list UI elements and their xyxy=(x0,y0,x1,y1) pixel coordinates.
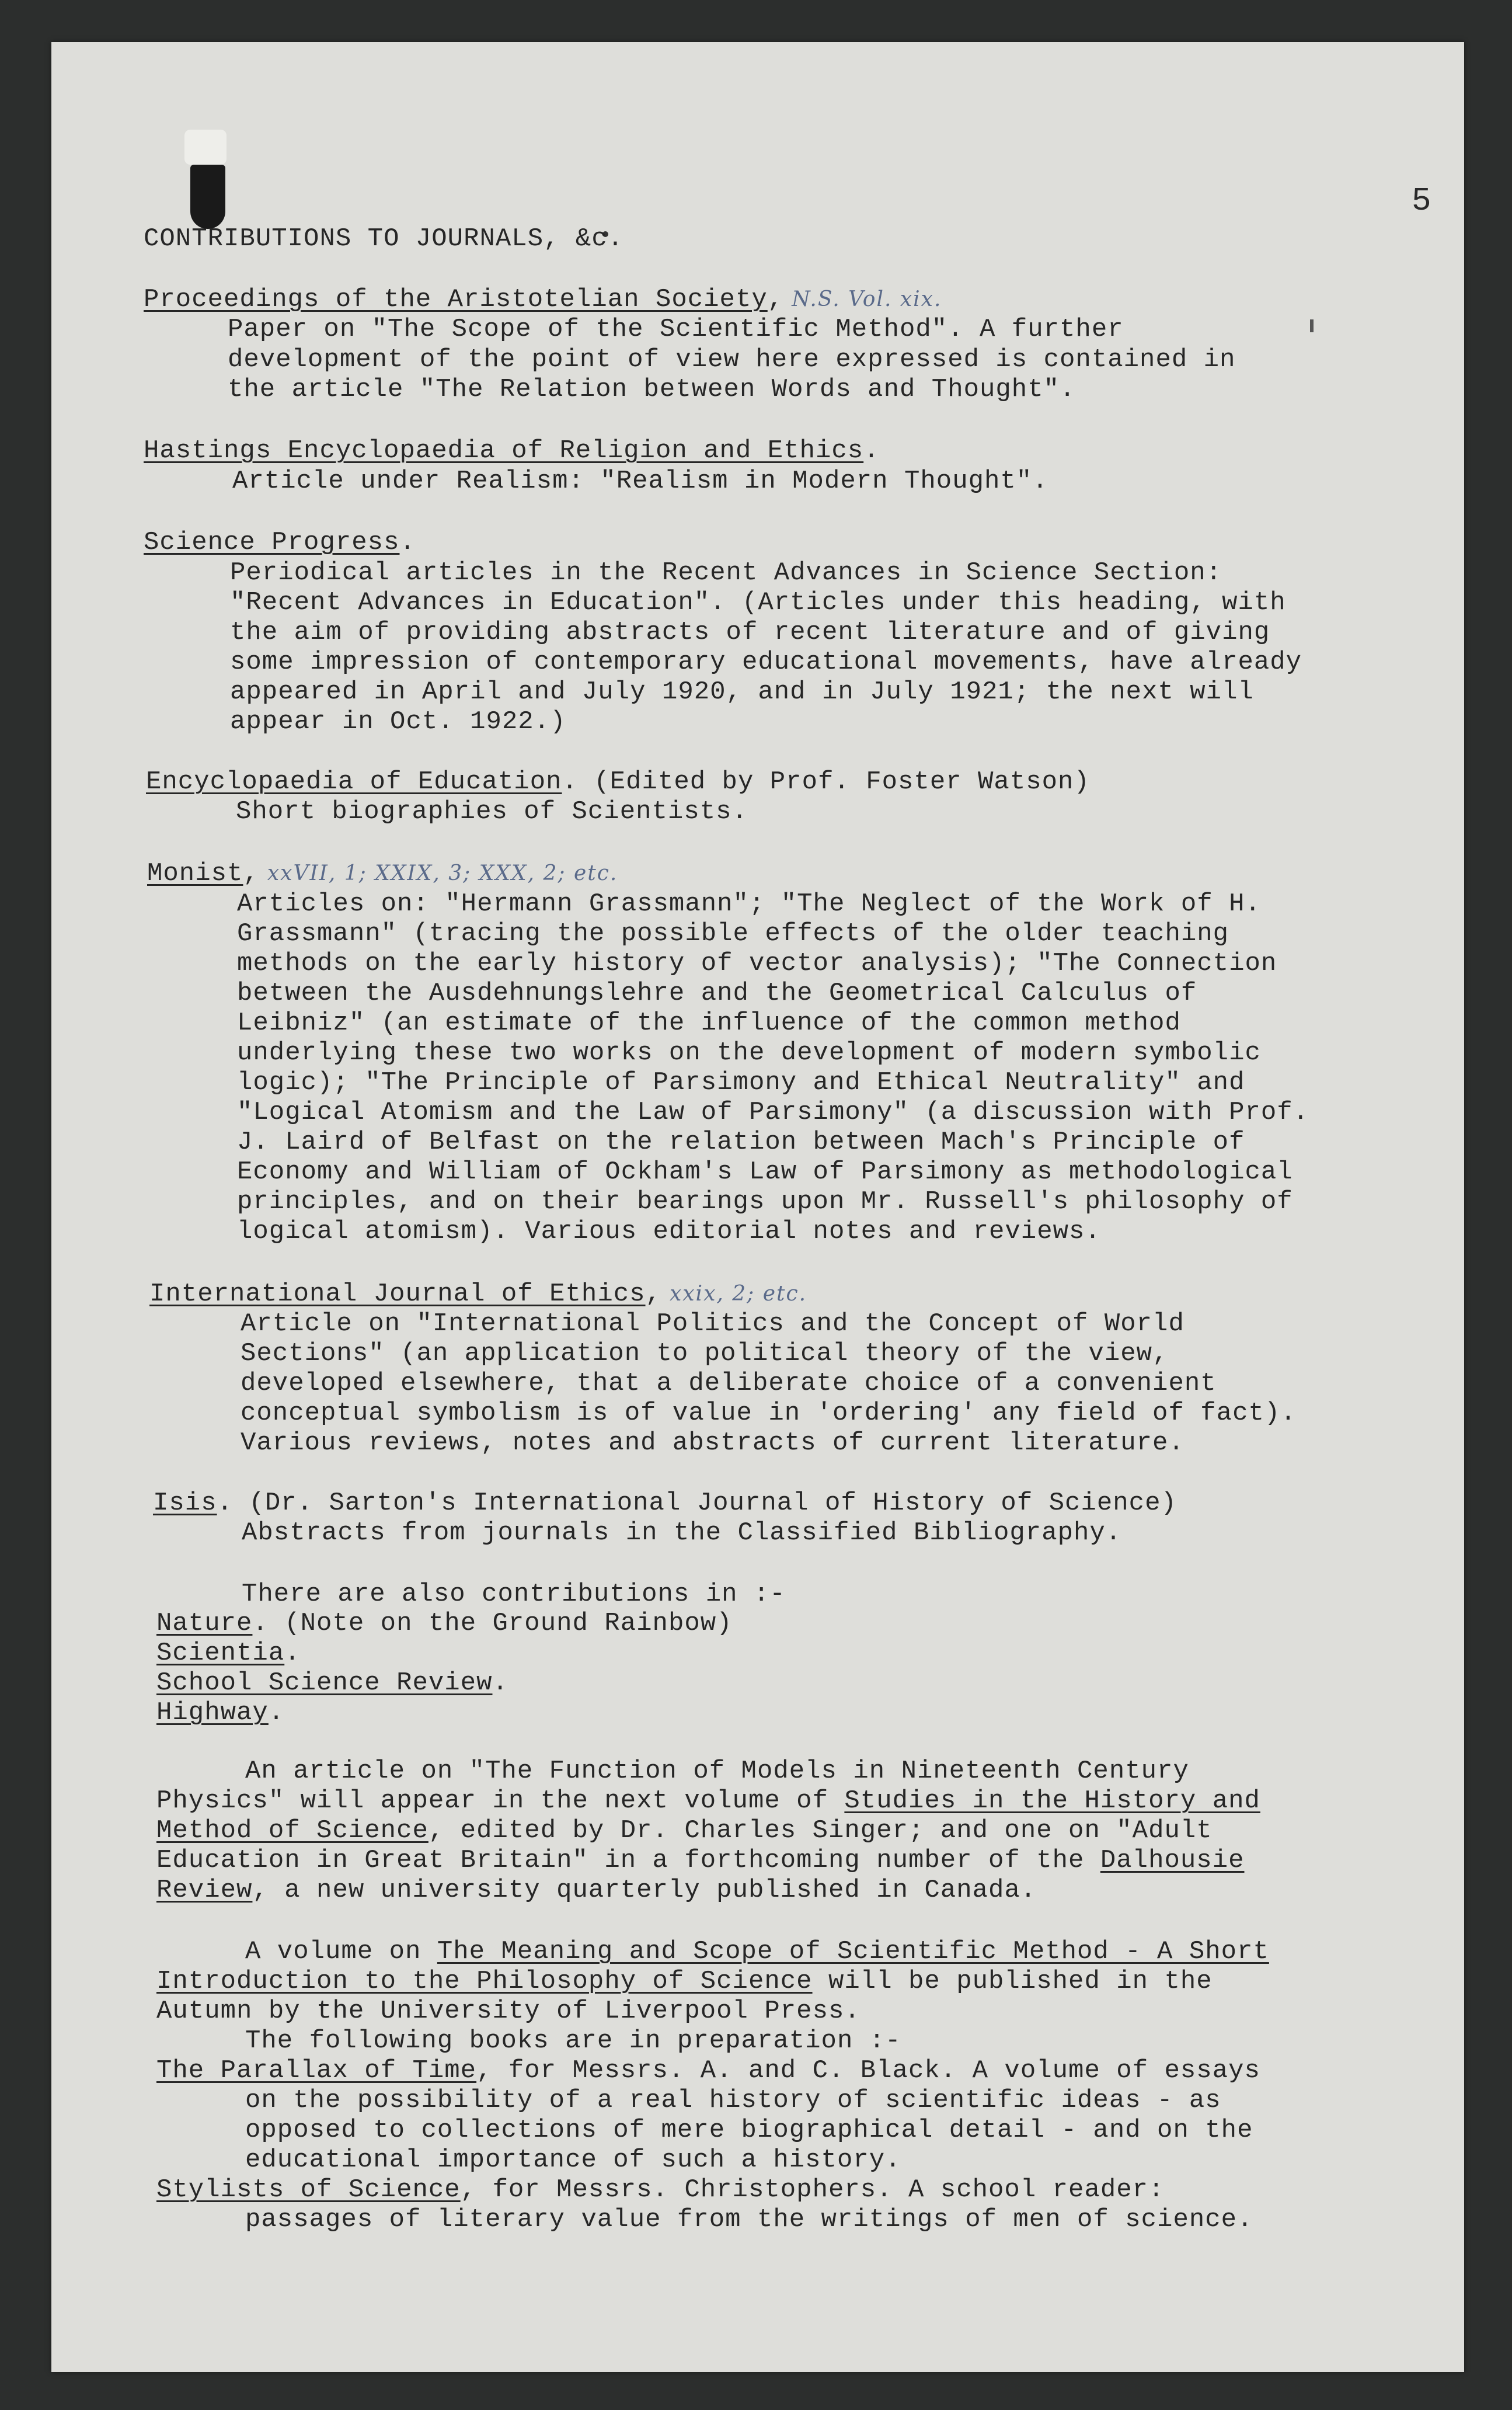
handwritten-note: xxix, 2; etc. xyxy=(669,1282,807,1306)
entry-text: developed elsewhere, that a deliberate choice of a convenient xyxy=(241,1369,1217,1398)
entry-text: logic); "The Principle of Parsimony and Ethical Neutrality" and xyxy=(237,1068,1245,1097)
entry-text: Periodical articles in the Recent Advances in Science Section: xyxy=(230,558,1222,587)
entry-text: the article "The Relation between Words and Thought". xyxy=(228,375,1076,404)
entry-title-ethics: International Journal of Ethics, xxix, 2; etc. xyxy=(149,1279,807,1309)
entry-text: the aim of providing abstracts of recent literature and of giving xyxy=(230,618,1270,647)
entry-text: J. Laird of Belfast on the relation between Mach's Principle of xyxy=(237,1128,1245,1157)
entry-title-scientia: Scientia. xyxy=(156,1639,301,1668)
entry-text: "Logical Atomism and the Law of Parsimony" (a discussion with Prof. xyxy=(237,1098,1309,1127)
entry-text: conceptual symbolism is of value in 'ordering' any field of fact). xyxy=(241,1399,1297,1428)
pencil-tick xyxy=(1310,319,1314,332)
entry-text: appeared in April and July 1920, and in July 1921; the next will xyxy=(230,677,1254,707)
entry-text: Leibniz" (an estimate of the influence of the common method xyxy=(237,1008,1181,1038)
entry-text: "Recent Advances in Education". (Articles under this heading, with xyxy=(230,588,1286,617)
paragraph-line: Autumn by the University of Liverpool Press. xyxy=(156,1997,860,2026)
paragraph-line: Education in Great Britain" in a forthcoming number of the Dalhousie xyxy=(156,1846,1245,1875)
handwritten-note: N.S. Vol. xix. xyxy=(792,287,942,311)
entry-text: opposed to collections of mere biographical detail - and on the xyxy=(245,2116,1253,2145)
entry-title-hastings: Hastings Encyclopaedia of Religion and Ethics. xyxy=(144,436,880,465)
paragraph-line: The following books are in preparation :- xyxy=(245,2026,901,2056)
entry-title-parallax: The Parallax of Time, for Messrs. A. and C. Black. A volume of essays xyxy=(156,2056,1260,2085)
entry-text: Article under Realism: "Realism in Modern Thought". xyxy=(232,467,1048,496)
entry-text: some impression of contemporary educational movements, have already xyxy=(230,648,1302,677)
paragraph-line: Review, a new university quarterly published in Canada. xyxy=(156,1876,1037,1905)
entry-text: Economy and William of Ockham's Law of Parsimony as methodological xyxy=(237,1157,1293,1187)
page-number: 5 xyxy=(1412,182,1431,220)
entry-title-monist: Monist, xxVII, 1; XXIX, 3; XXX, 2; etc. xyxy=(147,859,618,888)
entry-text: principles, and on their bearings upon Mr. Russell's philosophy of xyxy=(237,1187,1293,1216)
paragraph-line: An article on "The Function of Models in Nineteenth Century xyxy=(245,1757,1189,1786)
entry-title-education: Encyclopaedia of Education. (Edited by Prof. Foster Watson) xyxy=(146,767,1090,797)
entry-title-highway: Highway. xyxy=(156,1698,285,1727)
entry-text: appear in Oct. 1922.) xyxy=(230,707,566,736)
entry-text: Article on "International Politics and the Concept of World xyxy=(241,1309,1184,1338)
binding-mark xyxy=(190,165,225,229)
entry-title-aristotelian: Proceedings of the Aristotelian Society, N.S. Vol. xix. xyxy=(144,285,942,314)
entry-text: logical atomism). Various editorial notes and reviews. xyxy=(237,1217,1101,1246)
entry-text: Sections" (an application to political theory of the view, xyxy=(241,1339,1169,1368)
entry-text: Grassmann" (tracing the possible effects of the older teaching xyxy=(237,919,1229,948)
paragraph-line: A volume on The Meaning and Scope of Scientific Method - A Short xyxy=(245,1937,1269,1966)
entry-title-stylists: Stylists of Science, for Messrs. Christophers. A school reader: xyxy=(156,2175,1165,2204)
entry-text: underlying these two works on the development of modern symbolic xyxy=(237,1038,1261,1067)
entry-text: Short biographies of Scientists. xyxy=(236,797,748,826)
entry-text: Abstracts from journals in the Classified Bibliography. xyxy=(242,1518,1122,1547)
also-intro: There are also contributions in :- xyxy=(242,1580,786,1609)
paragraph-line: Introduction to the Philosophy of Science will be published in the xyxy=(156,1967,1213,1996)
entry-title-isis: Isis. (Dr. Sarton's International Journal of History of Science) xyxy=(153,1489,1177,1518)
entry-text: passages of literary value from the writings of men of science. xyxy=(245,2205,1253,2234)
entry-text: Articles on: "Hermann Grassmann"; "The Neglect of the Work of H. xyxy=(237,889,1261,919)
entry-title-science-progress: Science Progress. xyxy=(144,528,416,557)
entry-title-school-science: School Science Review. xyxy=(156,1668,508,1698)
handwritten-note: xxVII, 1; XXIX, 3; XXX, 2; etc. xyxy=(267,861,618,885)
entry-text: educational importance of such a history. xyxy=(245,2145,901,2175)
entry-title-nature: Nature. (Note on the Ground Rainbow) xyxy=(156,1609,733,1638)
entry-text: development of the point of view here expressed is contained in xyxy=(228,345,1236,374)
paragraph-line: Method of Science, edited by Dr. Charles Singer; and one on "Adult xyxy=(156,1816,1213,1845)
page-heading: CONTRIBUTIONS TO JOURNALS, &c. xyxy=(144,224,624,253)
entry-text: Paper on "The Scope of the Scientific Method". A further xyxy=(228,315,1124,344)
entry-text: on the possibility of a real history of scientific ideas - as xyxy=(245,2086,1221,2115)
paper-clip-residue xyxy=(184,130,227,165)
entry-text: between the Ausdehnungslehre and the Geometrical Calculus of xyxy=(237,979,1197,1008)
entry-text: Various reviews, notes and abstracts of current literature. xyxy=(241,1428,1184,1458)
paragraph-line: Physics" will appear in the next volume of Studies in the History and xyxy=(156,1786,1260,1816)
entry-text: methods on the early history of vector analysis); "The Connection xyxy=(237,949,1277,978)
